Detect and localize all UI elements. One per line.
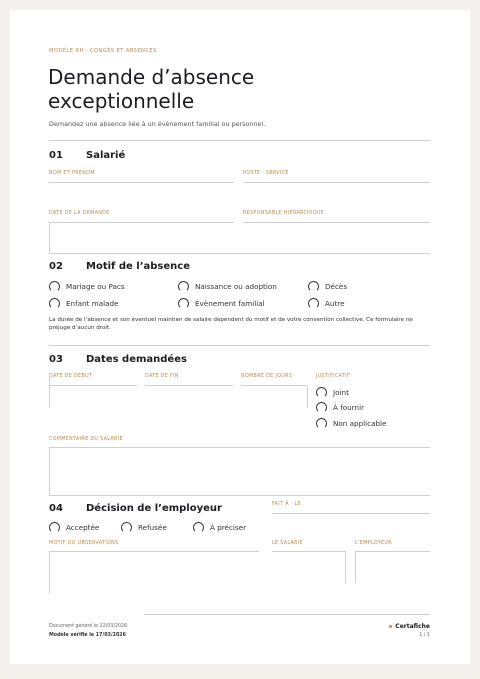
section-1-number: 01 xyxy=(49,150,63,161)
observations-field[interactable] xyxy=(49,551,259,593)
section-2-number: 02 xyxy=(49,261,63,272)
section-4-title: Décision de l’employeur xyxy=(86,503,222,514)
reason-option-marriage[interactable]: Mariage ou Pacs xyxy=(49,281,125,292)
proof-label: JUSTIFICATIF xyxy=(316,374,351,379)
section-4-number: 04 xyxy=(49,503,63,514)
reason-option-family-event[interactable]: Évènement familial xyxy=(178,298,265,309)
footer-divider xyxy=(144,614,430,615)
radio-icon xyxy=(49,281,60,292)
page-subtitle: Demandez une absence liée à un évènement familial ou personnel. xyxy=(49,120,266,128)
radio-icon xyxy=(316,387,327,398)
section-divider xyxy=(49,253,430,254)
decision-option-to-clarify[interactable]: À préciser xyxy=(193,522,246,533)
section-1-title: Salarié xyxy=(86,150,126,161)
proof-option-to-provide[interactable]: À fournir xyxy=(316,402,364,413)
days-count-label: NOMBRE DE JOURS xyxy=(241,374,293,379)
position-label: POSTE · SERVICE xyxy=(243,171,289,176)
reason-note: La durée de l’absence et son éventuel maintien de salaire dépendent du motif et de votre convention collective. Ce formulaire ne préjuge d’aucun droit. xyxy=(49,317,413,331)
brand-dot-icon xyxy=(389,625,392,628)
name-field[interactable] xyxy=(49,173,234,183)
employee-signature-field[interactable] xyxy=(272,551,346,583)
decision-option-refused[interactable]: Refusée xyxy=(121,522,167,533)
request-date-field[interactable] xyxy=(49,213,234,223)
radio-icon xyxy=(193,522,204,533)
field-border xyxy=(307,386,308,408)
radio-icon xyxy=(316,418,327,429)
radio-icon xyxy=(308,298,319,309)
verified-date: Modèle vérifié le 17/03/2026 xyxy=(49,633,126,638)
page-title: Demande d’absence exceptionnelle xyxy=(48,65,255,113)
request-date-label: DATE DE LA DEMANDE xyxy=(49,211,110,216)
section-3-title: Dates demandées xyxy=(86,354,187,365)
section-divider xyxy=(49,140,430,141)
reason-option-sick-child[interactable]: Enfant malade xyxy=(49,298,118,309)
page-number: 1 / 1 xyxy=(419,633,430,638)
manager-label: RESPONSABLE HIÉRARCHIQUE xyxy=(243,211,325,216)
employee-signature-label: LE SALARIÉ xyxy=(272,541,303,546)
form-category: MODÈLE RH · CONGÉS ET ABSENCES xyxy=(49,48,157,54)
observations-label: MOTIF OU OBSERVATIONS xyxy=(49,541,119,546)
reason-option-other[interactable]: Autre xyxy=(308,298,345,309)
brand-logo xyxy=(389,623,430,630)
reason-option-birth[interactable]: Naissance ou adoption xyxy=(178,281,277,292)
position-field[interactable] xyxy=(243,173,430,183)
radio-icon xyxy=(49,298,60,309)
employer-signature-label: L’EMPLOYEUR xyxy=(355,541,392,546)
generated-date: Document généré le 22/03/2026 xyxy=(49,624,128,629)
employer-signature-field[interactable] xyxy=(355,551,430,583)
radio-icon xyxy=(178,281,189,292)
brand-name: Certafiche xyxy=(395,623,430,630)
decision-option-accepted[interactable]: Acceptée xyxy=(49,522,99,533)
section-3-number: 03 xyxy=(49,354,63,365)
field-border xyxy=(49,386,50,408)
radio-icon xyxy=(308,281,319,292)
document-page xyxy=(10,10,470,664)
made-at-label: FAIT À · LE xyxy=(272,502,301,507)
start-date-field[interactable] xyxy=(49,376,137,386)
proof-option-not-applicable[interactable]: Non applicable xyxy=(316,418,386,429)
days-count-field[interactable] xyxy=(241,376,307,386)
radio-icon xyxy=(49,522,60,533)
end-date-label: DATE DE FIN xyxy=(145,374,179,379)
field-border xyxy=(49,223,50,253)
proof-option-attached[interactable]: Joint xyxy=(316,387,349,398)
section-2-title: Motif de l’absence xyxy=(86,261,190,272)
employee-comment-field[interactable] xyxy=(49,447,430,496)
manager-field[interactable] xyxy=(243,213,430,223)
made-at-field[interactable] xyxy=(272,504,430,514)
start-date-label: DATE DE DÉBUT xyxy=(49,374,93,379)
radio-icon xyxy=(178,298,189,309)
radio-icon xyxy=(316,402,327,413)
reason-option-death[interactable]: Décès xyxy=(308,281,347,292)
employee-comment-label: COMMENTAIRE DU SALARIÉ xyxy=(49,437,123,442)
name-label: NOM ET PRÉNOM xyxy=(49,171,95,176)
end-date-field[interactable] xyxy=(145,376,233,386)
radio-icon xyxy=(121,522,132,533)
section-divider xyxy=(49,345,430,346)
